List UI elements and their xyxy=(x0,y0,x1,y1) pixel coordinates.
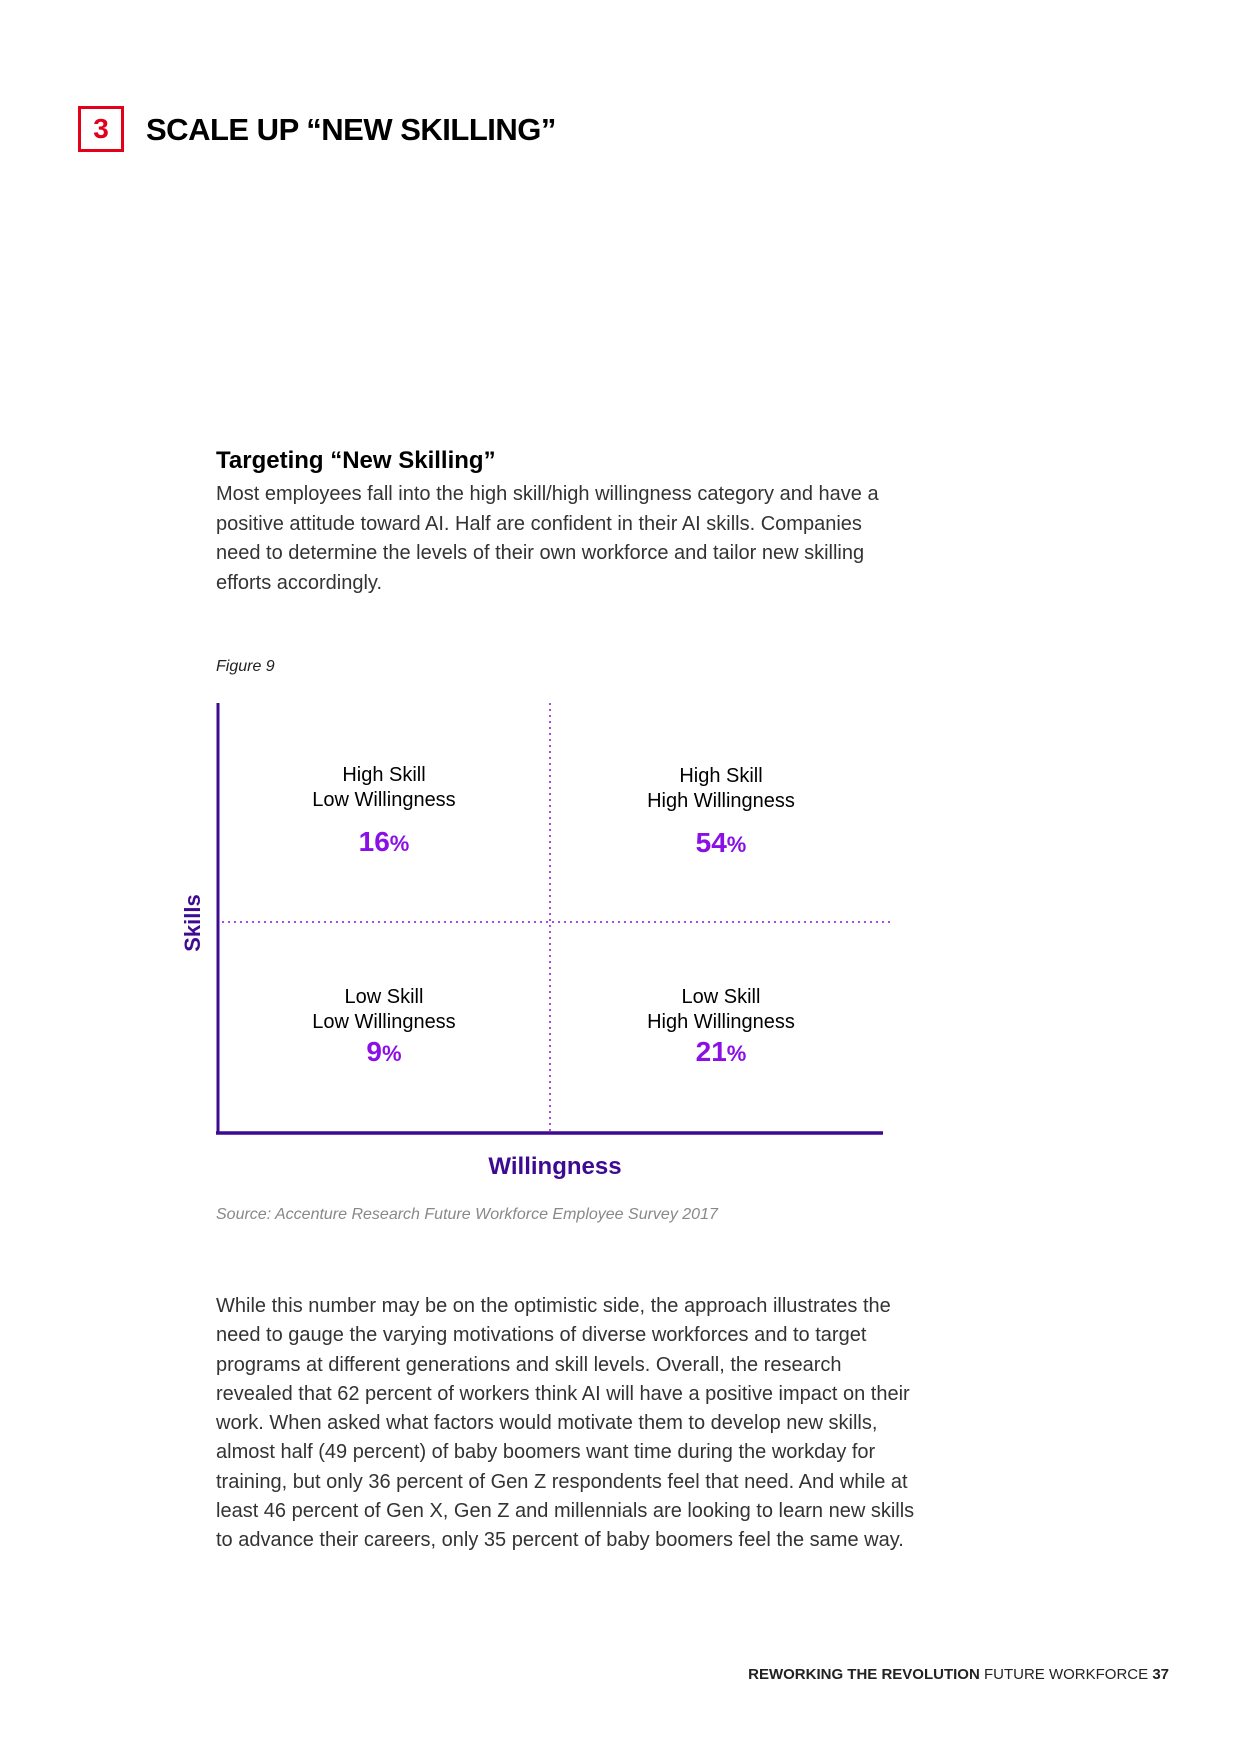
quadrant-label-line2: High Willingness xyxy=(647,1011,795,1033)
quadrant-value-unit: % xyxy=(382,1041,402,1066)
quadrant-value-unit: % xyxy=(726,832,747,857)
quadrant-value-number: 21 xyxy=(695,1036,727,1067)
quadrant-value xyxy=(214,1036,554,1067)
quadrant-label-line2: Low Willingness xyxy=(312,1011,456,1033)
quadrant-label-line2: Low Willingness xyxy=(312,789,456,811)
quadrant-value-number: 16 xyxy=(358,826,390,857)
quadrant-label-line1: Low Skill xyxy=(344,986,424,1008)
quadrant-value-unit: % xyxy=(389,831,410,856)
quadrant-label-line2: High Willingness xyxy=(647,790,795,812)
quadrant-low-skill-low-willingness xyxy=(214,985,554,1066)
section-title: SCALE UP “NEW SKILLING” xyxy=(146,112,556,147)
quadrant-value-unit: % xyxy=(726,1041,747,1066)
quadrant-label-line1: High Skill xyxy=(679,765,763,787)
figure-heading: Targeting “New Skilling” xyxy=(216,447,496,474)
section-number: 3 xyxy=(93,113,109,144)
page-number: 37 xyxy=(1152,1666,1169,1683)
quadrant-value xyxy=(551,827,891,858)
quadrant-label-line1: High Skill xyxy=(342,764,426,786)
y-axis-label: Skills xyxy=(180,894,205,952)
footer-section-title: FUTURE WORKFORCE xyxy=(983,1666,1149,1683)
footer-publication-title: REWORKING THE REVOLUTION xyxy=(748,1666,980,1683)
quadrant-value xyxy=(551,1036,891,1067)
body-paragraph: While this number may be on the optimistic side, the approach illustrates the need to gauge the varying motivations of diverse workforces and to target programs at different generations and skill levels. Overall, the research revealed that 62 percent of workers think AI will have a positive impact on their work. When asked what factors would motivate them to develop new skills, almost half (49 percent) of baby boomers want time during the workday for training, but only 36 percent of Gen Z respondents feel that need. And while at least 46 percent of Gen X, Gen Z and millennials are looking to learn new skills to advance their careers, only 35 percent of baby boomers feel the same way. xyxy=(216,1295,915,1552)
quadrant-value xyxy=(214,826,554,857)
quadrant-low-skill-high-willingness xyxy=(551,985,891,1066)
figure-label: Figure 9 xyxy=(216,658,275,675)
section-number-badge xyxy=(78,106,124,152)
quadrant-label-line1: Low Skill xyxy=(681,986,761,1008)
quadrant-high-skill-low-willingness xyxy=(214,763,554,856)
quadrant-high-skill-high-willingness xyxy=(551,764,891,857)
x-axis-label: Willingness xyxy=(488,1153,622,1180)
intro-paragraph: Most employees fall into the high skill/high willingness category and have a positive attitude toward AI. Half are confident in their AI skills. Companies need to determine the levels of their own workforce and tailor new skilling efforts accordingly. xyxy=(216,483,879,594)
quadrant-value-number: 54 xyxy=(695,827,727,858)
quadrant-value-number: 9 xyxy=(366,1036,382,1067)
source-note: Source: Accenture Research Future Workforce Employee Survey 2017 xyxy=(216,1206,718,1223)
page-footer xyxy=(748,1666,1169,1683)
